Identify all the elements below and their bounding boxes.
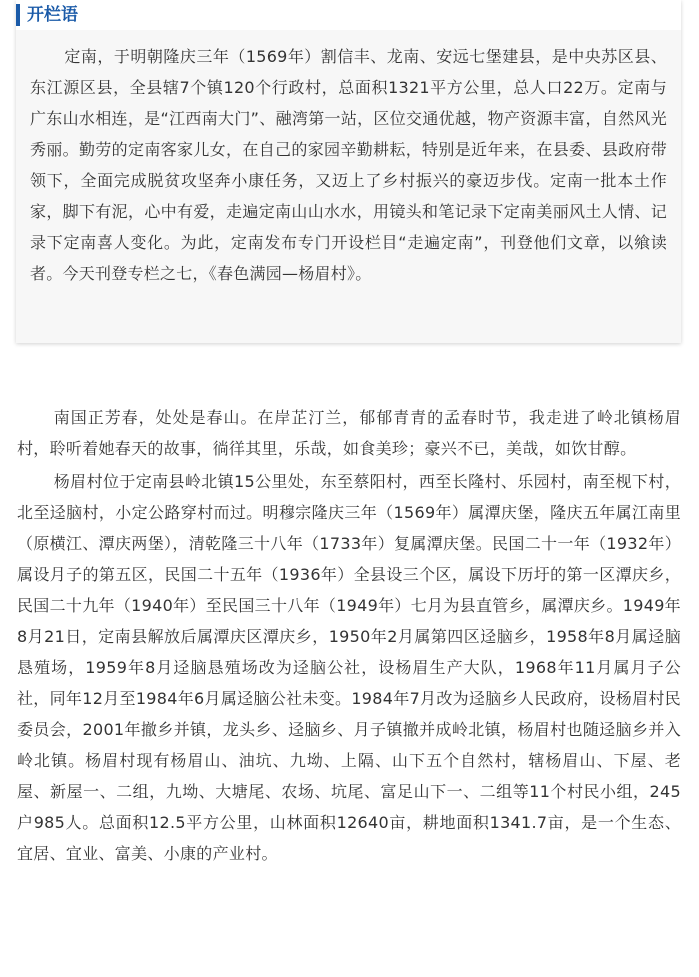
intro-title: 开栏语	[27, 5, 78, 25]
article-body	[17, 402, 681, 869]
article-paragraph-2: 杨眉村位于定南县岭北镇15公里处，东至蔡阳村，西至长隆村、乐园村，南至枧下村，北至迳脑村，小定公路穿村而过。明穆宗隆庆三年（1569年）属潭庆堡，隆庆五年属江南里（原横江、潭庆两堡），清乾隆三十八年（1733年）复属潭庆堡。民国二十一年（1932年）属设月子的第五区，民国二十五年（1936年）全县设三个区，属设下历圩的第一区潭庆乡，民国二十九年（1940年）至民国三十八年（1949年）七月为县直管乡，属潭庆乡。1949年8月21日，定南县解放后属潭庆区潭庆乡，1950年2月属第四区迳脑乡，1958年8月属迳脑恳殖场，1959年8月迳脑恳殖场改为迳脑公社，设杨眉生产大队，1968年11月属月子公社，同年12月至1984年6月属迳脑公社未变。1984年7月改为迳脑乡人民政府，设杨眉村民委员会，2001年撤乡并镇，龙头乡、迳脑乡、月子镇撤并成岭北镇，杨眉村也随迳脑乡并入岭北镇。杨眉村现有杨眉山、油坑、九坳、上隔、山下五个自然村，辖杨眉山、下屋、老屋、新屋一、二组，九坳、大塘尾、农场、坑尾、富足山下一、二组等11个村民小组，245户985人。总面积12.5平方公里，山林面积12640亩，耕地面积1341.7亩，是一个生态、宜居、宜业、富美、小康的产业村。	[17, 472, 681, 863]
intro-box	[16, 0, 681, 343]
article-paragraph-1: 南国正芳春，处处是春山。在岸芷汀兰，郁郁青青的孟春时节，我走进了岭北镇杨眉村，聆听着她春天的故事，徜徉其里，乐哉，如食美珍；豪兴不已，美哉，如饮甘醇。	[17, 408, 681, 458]
title-accent-bar	[16, 4, 20, 26]
intro-text: 定南，于明朝隆庆三年（1569年）割信丰、龙南、安远七堡建县，是中央苏区县、东江源区县，全县辖7个镇120个行政村，总面积1321平方公里，总人口22万。定南与广东山水相连，是“江西南大门”、融湾第一站，区位交通优越，物产资源丰富，自然风光秀丽。勤劳的定南客家儿女，在自己的家园辛勤耕耘，特别是近年来，在县委、县政府带领下，全面完成脱贫攻坚奔小康任务，又迈上了乡村振兴的豪迈步伐。定南一批本土作家，脚下有泥，心中有爱，走遍定南山山水水，用镜头和笔记录下定南美丽风土人情、记录下定南喜人变化。为此，定南发布专门开设栏目“走遍定南”，刊登他们文章，以飨读者。今天刊登专栏之七，《春色满园—杨眉村》。	[30, 47, 667, 283]
intro-header	[16, 0, 681, 30]
